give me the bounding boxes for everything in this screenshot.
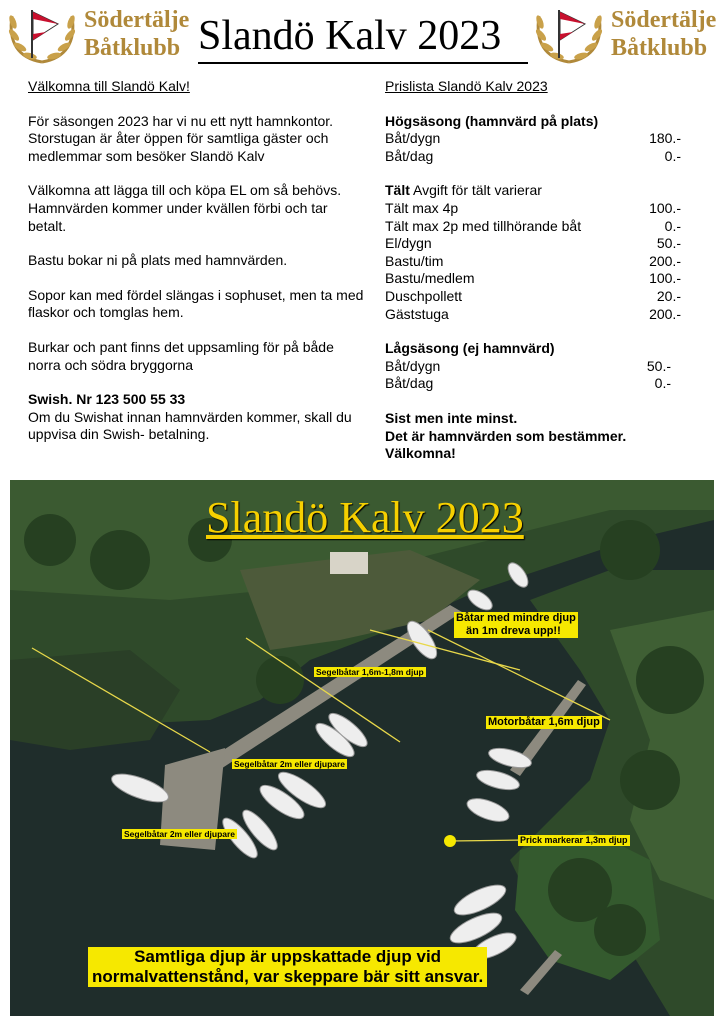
price-value: 0.- [664,147,681,164]
price-row [385,358,705,376]
price-list [385,78,705,463]
price-value: 180.- [649,130,681,147]
aerial-photo [10,480,714,1016]
price-value: 0.- [664,217,681,234]
info-paragraph: Välkomna att lägga till och köpa EL om så behövs. Hamnvärden kommer under kvällen förbi och tar betalt. [28,182,342,234]
tent-title: Tält [385,182,410,199]
price-value: 100.- [649,270,681,287]
price-value: 50.- [646,357,671,374]
harbor-aerial-map [10,480,714,1016]
closing-line: Det är hamnvärden som bestämmer. [385,427,627,444]
price-row [385,288,705,306]
price-label: Båt/dygn [385,130,441,147]
price-list-heading: Prislista Slandö Kalv 2023 [385,78,548,94]
sail-south-label: Segelbåtar 2m eller djupare [124,829,236,839]
price-row [385,235,705,253]
closing-line: Sist men inte minst. [385,409,518,426]
sail-mid-label: Segelbåtar 2m eller djupare [234,759,346,769]
depth-marker-dot [444,835,456,847]
laurel-burgee-icon [531,2,607,68]
laurel-burgee-icon [4,2,80,68]
title-underline [198,62,528,64]
info-paragraph: Sopor kan med fördel slängas i sophuset, men ta med flaskor och tomglas hem. [28,286,364,321]
info-paragraph: För säsongen 2023 har vi nu ett nytt hamnkontor. Storstugan är åter öppen för samtliga gäster och medlemmar som besöker Slandö Kalv [28,112,334,164]
price-label: Båt/dygn [385,357,441,374]
price-label: Tält max 4p [385,199,459,216]
price-label: Bastu/medlem [385,270,475,287]
club-logo-right [531,2,717,68]
shallow-boats-label: Båtar med mindre djup än 1m dreva upp!! [456,612,576,637]
price-row [385,375,705,393]
price-value: 50.- [656,235,681,252]
info-paragraph: Burkar och pant finns det uppsamling för på både norra och södra bryggorna [28,338,334,373]
price-row [385,200,705,218]
club-logo-left [4,2,190,68]
price-label: Duschpollett [385,287,463,304]
sail-north-label: Segelbåtar 1,6m-1,8m djup [316,667,424,677]
price-label: Bastu/tim [385,252,444,269]
price-value: 200.- [649,252,681,269]
price-label: Båt/dag [385,375,434,392]
map-title: Slandö Kalv 2023 [206,493,524,542]
price-label: Tält max 2p med tillhörande båt [385,217,582,234]
price-label: Båt/dag [385,147,434,164]
price-row [385,218,705,236]
depth-warning: Samtliga djup är uppskattade djup vid normalvattenstånd, var skeppare bär sitt ansvar. [88,947,487,987]
price-row [385,148,705,166]
price-row [385,253,705,271]
price-row [385,306,705,324]
price-value: 0.- [654,375,671,392]
price-value: 200.- [649,305,681,322]
price-row [385,270,705,288]
price-row [385,130,705,148]
tent-note: Avgift för tält varierar [409,182,542,199]
price-label: El/dygn [385,235,432,252]
motor-boats-label: Motorbåtar 1,6m djup [488,716,600,728]
swish-number: Swish. Nr 123 500 55 33 [28,391,186,408]
club-name: Södertälje Båtklubb [84,7,190,61]
info-column [28,78,368,444]
price-label: Gäststuga [385,305,449,322]
depth-marker-label: Prick markerar 1,3m djup [520,835,628,845]
swish-note: Om du Swishat innan hamnvärden kommer, skall du uppvisa din Swish- betalning. [28,408,352,443]
high-season-heading: Högsäsong (hamnvärd på plats) [385,112,599,129]
club-name: Södertälje Båtklubb [611,7,717,61]
welcome-heading: Välkomna till Slandö Kalv! [28,78,190,94]
tent-heading [385,182,705,200]
page-title: Slandö Kalv 2023 [198,13,502,59]
info-paragraph: Bastu bokar ni på plats med hamnvärden. [28,252,288,269]
low-season-heading: Lågsäsong (ej hamnvärd) [385,340,555,357]
closing-line: Välkomna! [385,445,456,462]
price-value: 100.- [649,199,681,216]
price-value: 20.- [656,287,681,304]
